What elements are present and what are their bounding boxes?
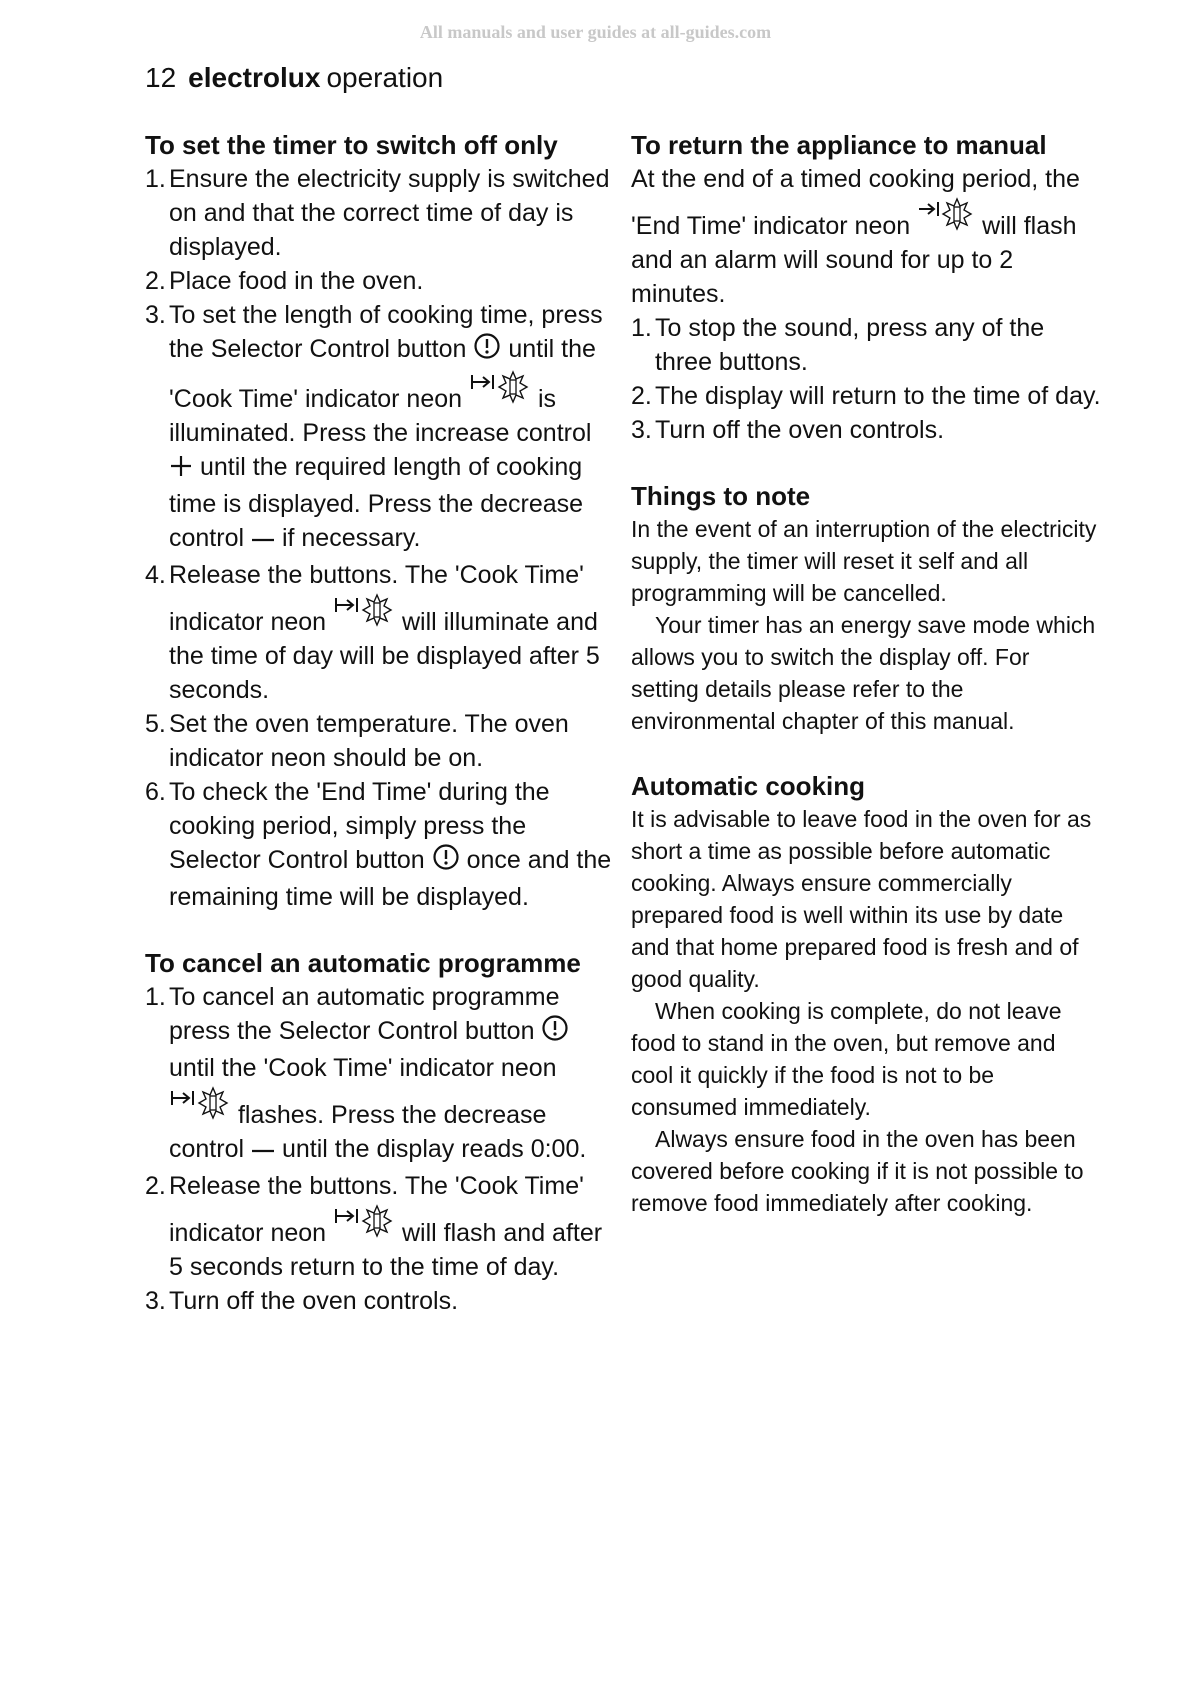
- item-number: 1.: [631, 314, 652, 342]
- item-text: Set the oven temperature. The oven indicator neon should be on.: [169, 710, 569, 772]
- list-item: [631, 379, 1101, 413]
- item-number: 3.: [145, 301, 166, 329]
- decrease-minus-icon: [251, 1135, 275, 1169]
- brand-name: electrolux: [188, 62, 321, 93]
- list-item: [145, 707, 615, 775]
- section-return-to-manual: [631, 128, 1101, 447]
- right-column: [631, 128, 1101, 1219]
- page-number: 12: [145, 62, 177, 93]
- paragraph: Your timer has an energy save mode which allows you to switch the display off. For setting details please refer to the environmental chapter of this manual.: [631, 612, 1096, 734]
- section-heading: To set the timer to switch off only: [145, 130, 558, 160]
- item-text: until the 'Cook Time' indicator neon: [169, 335, 596, 413]
- paragraph: Always ensure food in the oven has been covered before cooking if it is not possible to remove food immediately after cooking.: [631, 1126, 1084, 1216]
- list-item: [145, 775, 615, 914]
- list-item: [145, 264, 615, 298]
- list-item: [631, 413, 1101, 447]
- item-text: Release the buttons. The 'Cook Time' indicator neon: [169, 1172, 584, 1247]
- item-number: 6.: [145, 778, 166, 806]
- item-text: Turn off the oven controls.: [655, 416, 945, 444]
- left-column: [145, 128, 615, 1318]
- list-item: [145, 162, 615, 264]
- paragraph: In the event of an interruption of the electricity supply, the timer will reset it self and all programming will be cancelled.: [631, 516, 1097, 606]
- item-text: once and the remaining time will be displayed.: [169, 846, 612, 911]
- item-text: flashes. Press the decrease control: [169, 1101, 547, 1163]
- section-cancel-programme: [145, 946, 615, 1318]
- section-switch-off-timer: [145, 128, 615, 914]
- selector-clock-icon: [541, 1014, 569, 1051]
- item-text: Release the buttons. The 'Cook Time' indicator neon: [169, 561, 584, 636]
- item-number: 2.: [145, 267, 166, 295]
- item-text: To stop the sound, press any of the three buttons.: [655, 314, 1045, 376]
- cook-time-neon-icon: [169, 1085, 229, 1132]
- item-text: will flash and after 5 seconds return to the time of day.: [169, 1219, 603, 1281]
- section-name: operation: [326, 62, 444, 93]
- item-number: 5.: [145, 710, 166, 738]
- item-text: until the 'Cook Time' indicator neon: [169, 1054, 557, 1082]
- list-item: [145, 1169, 615, 1284]
- page-header: [145, 62, 443, 94]
- paragraph: When cooking is complete, do not leave food to stand in the oven, but remove and cool it quickly if the food is not to be consumed immediately.: [631, 998, 1062, 1120]
- item-number: 2.: [145, 1172, 166, 1200]
- steps-list: [631, 311, 1101, 447]
- item-text: if necessary.: [281, 524, 421, 552]
- item-text: Ensure the electricity supply is switched on and that the correct time of day is displayed.: [169, 165, 610, 261]
- watermark: All manuals and user guides at all-guides.com: [419, 22, 772, 42]
- section-heading: Things to note: [631, 481, 811, 511]
- decrease-minus-icon: [251, 524, 275, 558]
- item-text: until the required length of cooking time is displayed. Press the decrease control: [169, 453, 584, 552]
- selector-clock-icon: [432, 843, 460, 880]
- end-time-neon-icon: [917, 196, 973, 243]
- increase-plus-icon: [169, 453, 193, 487]
- item-text: will illuminate and the time of day will be displayed after 5 seconds.: [169, 608, 600, 704]
- section-heading: To return the appliance to manual: [631, 130, 1047, 160]
- list-item: [145, 298, 615, 558]
- item-text: The display will return to the time of day.: [655, 382, 1101, 410]
- section-things-to-note: [631, 479, 1101, 737]
- list-item: [145, 558, 615, 707]
- cook-time-neon-icon: [469, 369, 529, 416]
- item-text: Place food in the oven.: [169, 267, 424, 295]
- paragraph-text: will flash and an alarm will sound for up to 2 minutes.: [631, 212, 1077, 308]
- section-automatic-cooking: [631, 769, 1101, 1219]
- item-text: To set the length of cooking time, press the Selector Control button: [169, 301, 603, 363]
- selector-clock-icon: [473, 332, 501, 369]
- item-number: 4.: [145, 561, 166, 589]
- cook-time-neon-icon: [333, 1203, 393, 1250]
- paragraph: [631, 162, 1101, 311]
- item-number: 1.: [145, 165, 166, 193]
- list-item: [145, 980, 615, 1169]
- paragraph: It is advisable to leave food in the oven for as short a time as possible before automatic cooking. Always ensure commercially prepared food is well within its use by date and that home prepared food is fresh and of good quality.: [631, 806, 1092, 992]
- item-text: is illuminated. Press the increase control: [169, 385, 592, 447]
- list-item: [631, 311, 1101, 379]
- section-heading: To cancel an automatic programme: [145, 948, 581, 978]
- item-number: 1.: [145, 983, 166, 1011]
- item-text: To check the 'End Time' during the cooking period, simply press the Selector Control button: [169, 778, 550, 874]
- cook-time-neon-icon: [333, 592, 393, 639]
- item-text: To cancel an automatic programme press the Selector Control button: [169, 983, 560, 1045]
- item-text: until the display reads 0:00.: [281, 1135, 587, 1163]
- steps-list: [145, 162, 615, 914]
- paragraph-text: At the end of a timed cooking period, the 'End Time' indicator neon: [631, 165, 1080, 240]
- item-number: 2.: [631, 382, 652, 410]
- item-text: Turn off the oven controls.: [169, 1287, 459, 1315]
- list-item: [145, 1284, 615, 1318]
- section-heading: Automatic cooking: [631, 771, 866, 801]
- steps-list: [145, 980, 615, 1318]
- item-number: 3.: [631, 416, 652, 444]
- item-number: 3.: [145, 1287, 166, 1315]
